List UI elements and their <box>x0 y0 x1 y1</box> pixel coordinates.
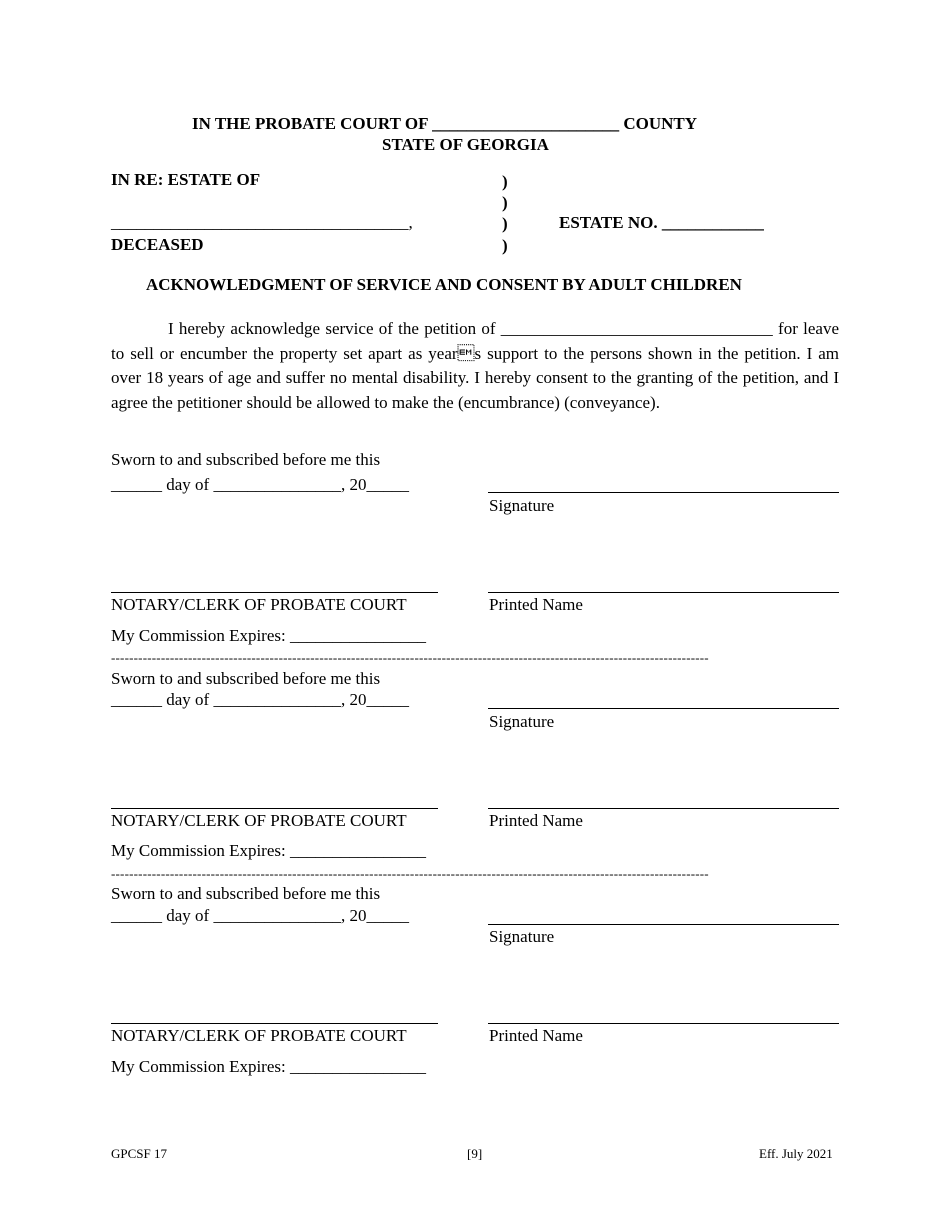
notary-label: NOTARY/CLERK OF PROBATE COURT <box>111 811 407 830</box>
sworn-statement: Sworn to and subscribed before me this <box>111 669 381 688</box>
document-title: ACKNOWLEDGMENT OF SERVICE AND CONSENT BY ADULT CHILDREN <box>146 275 742 294</box>
notary-signature-line[interactable] <box>111 808 438 809</box>
commission-expires-field[interactable]: My Commission Expires: ________________ <box>111 1057 426 1076</box>
section-separator: ------------------------------------------------------------------------------------------------------------------------------------ <box>111 651 709 664</box>
estate-number-field[interactable]: ESTATE NO. ____________ <box>559 213 764 232</box>
deceased-label: DECEASED <box>111 235 204 254</box>
printed-name-line[interactable] <box>488 592 839 593</box>
decedent-name-blank[interactable]: ___________________________________, <box>111 213 413 232</box>
commission-expires-field[interactable]: My Commission Expires: ________________ <box>111 626 426 645</box>
notary-label: NOTARY/CLERK OF PROBATE COURT <box>111 1026 407 1045</box>
signature-line[interactable] <box>488 708 839 709</box>
court-header-line: IN THE PROBATE COURT OF ______________________ COUNTY <box>192 114 698 133</box>
notary-signature-line[interactable] <box>111 592 438 593</box>
printed-name-label: Printed Name <box>489 811 583 830</box>
signature-line[interactable] <box>488 924 839 925</box>
state-header-line: STATE OF GEORGIA <box>382 135 549 154</box>
sworn-statement: Sworn to and subscribed before me this <box>111 884 381 903</box>
date-line[interactable]: ______ day of _______________, 20_____ <box>111 475 409 494</box>
signature-line[interactable] <box>488 492 839 493</box>
caption-paren: ) <box>502 214 508 233</box>
effective-date: Eff. July 2021 <box>759 1146 833 1161</box>
date-line[interactable]: ______ day of _______________, 20_____ <box>111 906 409 925</box>
section-separator: ------------------------------------------------------------------------------------------------------------------------------------ <box>111 867 709 880</box>
printed-name-label: Printed Name <box>489 595 583 614</box>
commission-expires-field[interactable]: My Commission Expires: ________________ <box>111 841 426 860</box>
notary-signature-line[interactable] <box>111 1023 438 1024</box>
caption-paren: ) <box>502 172 508 191</box>
notary-label: NOTARY/CLERK OF PROBATE COURT <box>111 595 407 614</box>
in-re-label: IN RE: ESTATE OF <box>111 170 261 189</box>
form-id: GPCSF 17 <box>111 1146 167 1161</box>
sworn-statement: Sworn to and subscribed before me this <box>111 450 381 469</box>
acknowledgment-text: I hereby acknowledge service of the petition of ________________________________ for leave to sell or encumber the property set apart as years support to the persons shown in the petition. I am over 18 years of age and suffer no mental disability. I hereby consent to the granting of the petition, and I agree the petitioner should be allowed to make the (encumbrance) (conveyance). <box>111 319 839 412</box>
printed-name-line[interactable] <box>488 808 839 809</box>
signature-label: Signature <box>489 712 555 731</box>
caption-paren: ) <box>502 193 508 212</box>
caption-paren: ) <box>502 236 508 255</box>
date-line[interactable]: ______ day of _______________, 20_____ <box>111 690 409 709</box>
signature-label: Signature <box>489 496 555 515</box>
signature-label: Signature <box>489 927 555 946</box>
acknowledgment-paragraph <box>111 317 839 415</box>
page-number: [9] <box>467 1146 483 1161</box>
printed-name-label: Printed Name <box>489 1026 583 1045</box>
printed-name-line[interactable] <box>488 1023 839 1024</box>
